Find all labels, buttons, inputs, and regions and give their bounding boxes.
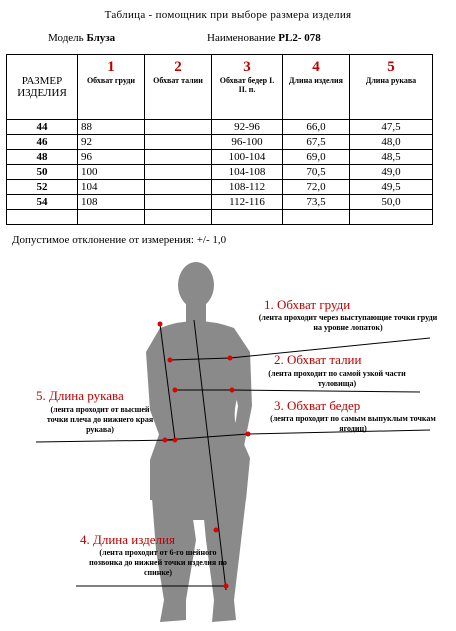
- model-row: [48, 32, 115, 44]
- cell-waist: [145, 195, 212, 210]
- model-value: Блуза: [86, 32, 116, 44]
- cell-chest: 108: [78, 195, 145, 210]
- desc-length: (лента проходит от 6-го шейного позвонка до нижней точки изделия по спинке): [89, 548, 227, 577]
- cell-length: [283, 210, 350, 225]
- cell-length: 69,0: [283, 150, 350, 165]
- table-row: [7, 135, 433, 150]
- table-row: [7, 120, 433, 135]
- cell-waist: [145, 120, 212, 135]
- cell-sleeve: [350, 210, 433, 225]
- cell-size: 46: [7, 135, 78, 150]
- cell-chest: 92: [78, 135, 145, 150]
- col-header-waist: 2 Обхват талии: [145, 55, 212, 120]
- label-length: 4. Длина изделия: [80, 532, 175, 547]
- col-header-chest: 1 Обхват груди: [78, 55, 145, 120]
- name-row: [207, 32, 321, 44]
- cell-chest: 100: [78, 165, 145, 180]
- cell-sleeve: 48,5: [350, 150, 433, 165]
- cell-sleeve: 49,5: [350, 180, 433, 195]
- label-sleeve: 5. Длина рукава: [36, 388, 124, 403]
- cell-sleeve: 49,0: [350, 165, 433, 180]
- cell-length: 70,5: [283, 165, 350, 180]
- cell-hips: 92-96: [212, 120, 283, 135]
- table-row: [7, 210, 433, 225]
- cell-waist: [145, 135, 212, 150]
- cell-chest: 104: [78, 180, 145, 195]
- cell-chest: 96: [78, 150, 145, 165]
- col-header-size: РАЗМЕР ИЗДЕЛИЯ: [7, 55, 78, 120]
- cell-waist: [145, 180, 212, 195]
- name-value: PL2- 078: [278, 32, 321, 44]
- cell-sleeve: 48,0: [350, 135, 433, 150]
- cell-size: 54: [7, 195, 78, 210]
- label-waist: 2. Обхват талии: [274, 352, 362, 367]
- cell-hips: 100-104: [212, 150, 283, 165]
- cell-size: 52: [7, 180, 78, 195]
- cell-size: [7, 210, 78, 225]
- desc-waist: (лента проходит по самой узкой части туловища): [268, 369, 406, 388]
- cell-chest: [78, 210, 145, 225]
- cell-waist: [145, 210, 212, 225]
- cell-hips: 108-112: [212, 180, 283, 195]
- desc-hips: (лента проходит по самым выпуклым точкам ягодиц): [270, 414, 436, 433]
- cell-hips: 104-108: [212, 165, 283, 180]
- body-figure: [0, 250, 456, 631]
- cell-waist: [145, 165, 212, 180]
- col-header-sleeve: 5 Длина рукава: [350, 55, 433, 120]
- label-chest: 1. Обхват груди: [264, 297, 351, 312]
- table-row: [7, 150, 433, 165]
- cell-waist: [145, 150, 212, 165]
- tolerance-note: Допустимое отклонение от измерения: +/- 1,0: [12, 234, 227, 246]
- name-label: Наименование: [207, 32, 276, 44]
- cell-size: 50: [7, 165, 78, 180]
- label-hips: 3. Обхват бедер: [274, 398, 361, 413]
- table-row: [7, 195, 433, 210]
- model-label: Модель: [48, 32, 84, 44]
- cell-sleeve: 47,5: [350, 120, 433, 135]
- desc-chest: (лента проходит через выступающие точки груди на уровне лопаток): [258, 313, 438, 332]
- cell-sleeve: 50,0: [350, 195, 433, 210]
- cell-hips: 112-116: [212, 195, 283, 210]
- col-header-length: 4 Длина изделия: [283, 55, 350, 120]
- desc-sleeve: (лента проходит от высшей точки плеча до нижнего края рукава): [46, 405, 154, 434]
- cell-chest: 88: [78, 120, 145, 135]
- table-row: [7, 180, 433, 195]
- table-header-row: [7, 55, 433, 120]
- cell-size: 48: [7, 150, 78, 165]
- cell-length: 73,5: [283, 195, 350, 210]
- table-row: [7, 165, 433, 180]
- cell-size: 44: [7, 120, 78, 135]
- cell-hips: 96-100: [212, 135, 283, 150]
- cell-length: 72,0: [283, 180, 350, 195]
- page-title: Таблица - помощник при выборе размера изделия: [104, 9, 352, 21]
- size-table: [6, 54, 433, 225]
- cell-length: 66,0: [283, 120, 350, 135]
- cell-length: 67,5: [283, 135, 350, 150]
- col-header-hips: 3 Обхват бедер I. II. п.: [212, 55, 283, 120]
- cell-hips: [212, 210, 283, 225]
